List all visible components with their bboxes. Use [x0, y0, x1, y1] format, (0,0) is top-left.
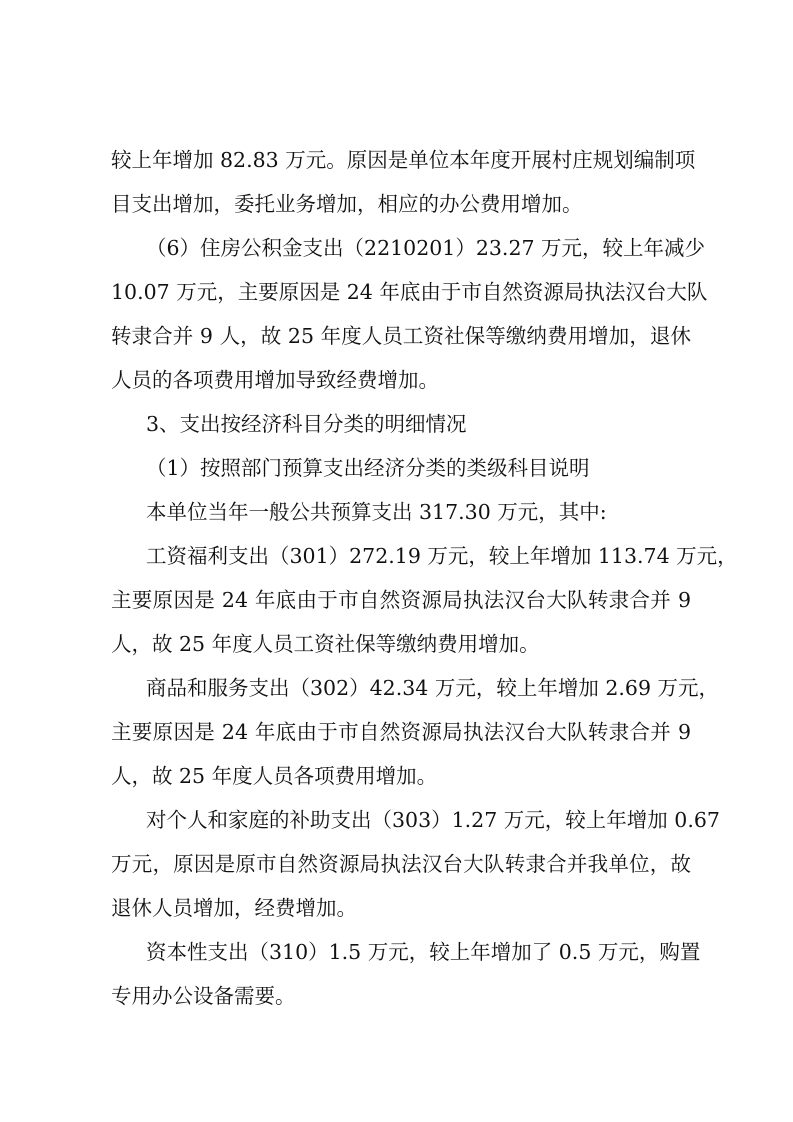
text-line-18: 退休人员增加，经费增加。	[111, 896, 357, 920]
section-heading: 3、支出按经济科目分类的明细情况	[146, 412, 467, 436]
text-line-5: 转隶合并 9 人，故 25 年度人员工资社保等缴纳费用增加，退休	[111, 324, 691, 348]
text-line-6: 人员的各项费用增加导致经费增加。	[111, 368, 439, 392]
text-line-20: 专用办公设备需要。	[111, 984, 296, 1008]
text-line-13: 商品和服务支出（302）42.34 万元，较上年增加 2.69 万元，	[146, 676, 720, 700]
text-line-3: （6）住房公积金支出（2210201）23.27 万元，较上年减少	[146, 236, 706, 260]
text-line-12: 人，故 25 年度人员工资社保等缴纳费用增加。	[111, 632, 540, 656]
subsection-heading: （1）按照部门预算支出经济分类的类级科目说明	[146, 456, 590, 480]
text-line-4: 10.07 万元，主要原因是 24 年底由于市自然资源局执法汉台大队	[111, 280, 708, 304]
text-line-1: 较上年增加 82.83 万元。原因是单位本年度开展村庄规划编制项	[111, 148, 696, 172]
text-line-17: 万元，原因是原市自然资源局执法汉台大队转隶合并我单位，故	[111, 852, 691, 876]
text-line-16: 对个人和家庭的补助支出（303）1.27 万元，较上年增加 0.67	[146, 808, 720, 832]
text-line-10: 工资福利支出（301）272.19 万元，较上年增加 113.74 万元，	[146, 544, 738, 568]
text-line-9: 本单位当年一般公共预算支出 317.30 万元，其中:	[146, 500, 607, 524]
text-line-19: 资本性支出（310）1.5 万元，较上年增加了 0.5 万元，购置	[146, 940, 701, 964]
text-line-2: 目支出增加，委托业务增加，相应的办公费用增加。	[111, 192, 583, 216]
text-line-15: 人，故 25 年度人员各项费用增加。	[111, 764, 438, 788]
text-line-14: 主要原因是 24 年底由于市自然资源局执法汉台大队转隶合并 9	[111, 720, 691, 744]
text-line-11: 主要原因是 24 年底由于市自然资源局执法汉台大队转隶合并 9	[111, 588, 691, 612]
